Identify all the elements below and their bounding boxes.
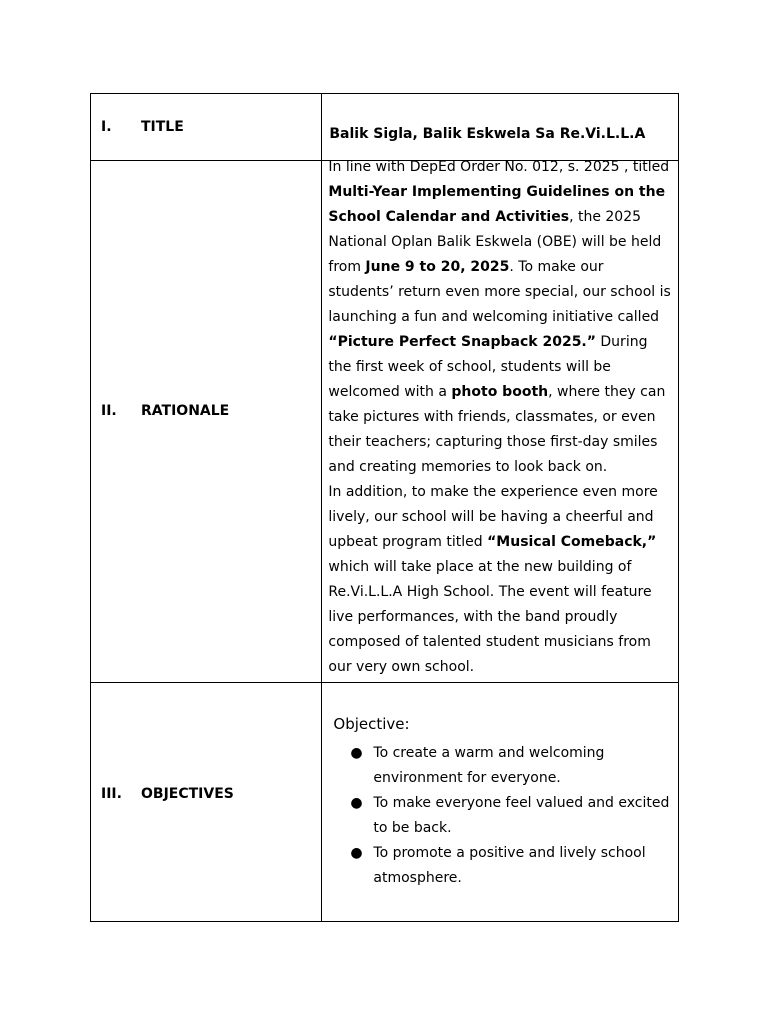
rationale-p1-text-5: , where they can take pictures with friends, classmates, or even their teachers; capturing those first-day smiles and creating memories to look back on. <box>328 384 666 475</box>
objectives-heading: Objective: <box>333 715 410 733</box>
rationale-section-label <box>101 403 229 419</box>
title-value-cell <box>322 94 679 161</box>
rationale-p1-bold-4: photo booth <box>451 384 549 400</box>
rationale-paragraph-2 <box>328 480 673 680</box>
objectives-section-label <box>101 786 234 802</box>
rationale-p1-bold-1: Multi-Year Implementing Guidelines on the School Calendar and Activities <box>328 184 666 225</box>
rationale-text <box>322 155 678 680</box>
title-label-cell <box>91 94 322 161</box>
objectives-value-cell <box>322 683 679 922</box>
objective-item <box>350 741 678 791</box>
rationale-label-cell <box>91 161 322 683</box>
title-section-label <box>101 119 184 135</box>
rationale-value-cell <box>322 161 679 683</box>
rationale-paragraph-1 <box>328 155 673 480</box>
objective-item <box>350 791 678 841</box>
bullet-icon: ● <box>350 845 363 861</box>
rationale-p1-text-3: . To make our students’ return even more special, our school is launching a fun and welcoming initiative called <box>328 259 671 325</box>
title-section-number: I. <box>101 119 112 135</box>
event-title: Balik Sigla, Balik Eskwela Sa Re.Vi.L.L.A <box>329 126 646 142</box>
rationale-p2-bold-1: “Musical Comeback,” <box>487 534 657 550</box>
title-row <box>91 94 679 161</box>
objective-text: To promote a positive and lively school atmosphere. <box>373 845 646 886</box>
proposal-table <box>90 93 679 922</box>
title-section-name: TITLE <box>141 119 184 135</box>
rationale-p1-bold-2: June 9 to 20, 2025 <box>365 259 510 275</box>
rationale-section-number: II. <box>101 403 117 419</box>
rationale-p1-text-4: During the first week of school, students will be welcomed with a <box>328 334 648 400</box>
rationale-p1-bold-3: “Picture Perfect Snapback 2025.” <box>328 334 596 350</box>
objectives-row <box>91 683 679 922</box>
rationale-p1-text-1: In line with DepEd Order No. 012, s. 2025 , titled <box>328 159 670 175</box>
rationale-section-name: RATIONALE <box>141 403 230 419</box>
objective-text: To create a warm and welcoming environment for everyone. <box>373 745 605 786</box>
objectives-label-cell <box>91 683 322 922</box>
bullet-icon: ● <box>350 745 363 761</box>
objectives-section-name: OBJECTIVES <box>141 786 234 802</box>
objectives-section-number: III. <box>101 786 122 802</box>
objective-item <box>350 841 678 891</box>
bullet-icon: ● <box>350 795 363 811</box>
objective-text: To make everyone feel valued and excited to be back. <box>373 795 670 836</box>
rationale-p1-text-2: , the 2025 National Oplan Balik Eskwela (OBE) will be held from <box>328 209 662 275</box>
rationale-p2-text-2: which will take place at the new building of Re.Vi.L.L.A High School. The event will feature live performances, with the band proudly composed of talented student musicians from our very own school. <box>328 559 652 675</box>
objectives-list <box>322 741 678 891</box>
rationale-p2-text-1: In addition, to make the experience even more lively, our school will be having a cheerful and upbeat program titled <box>328 484 658 550</box>
rationale-row <box>91 161 679 683</box>
